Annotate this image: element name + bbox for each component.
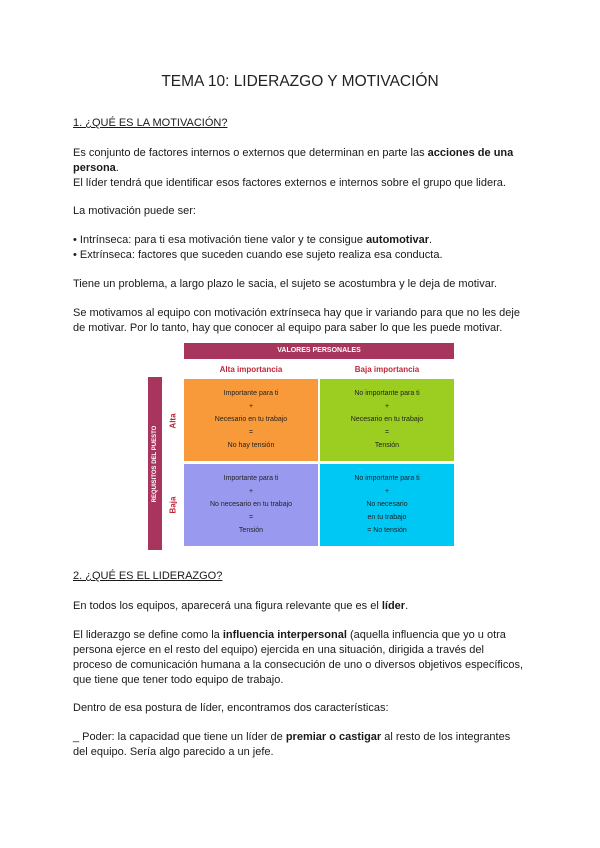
paragraph-characteristics-intro: Dentro de esa postura de líder, encontramos dos características: [73,702,389,714]
matrix-side-label: REQUISITOS DEL PUESTO [152,425,158,503]
page-title: TEMA 10: LIDERAZGO Y MOTIVACIÓN [161,73,439,90]
paragraph-leadership-definition: El liderazgo se define como la influencia interpersonal (aquella influencia que yo u otra persona ejerce en el resto del equipo) ejercida en una situación, dirigida a través del proceso de comunicación humana a la consecución de uno o diversos objetivos específicos, que tiene que tener todo equipo de trabajo. [73,629,524,686]
paragraph-poder: _ Poder: la capacidad que tiene un líder de premiar o castigar al resto de los integrantes del equipo. Sería algo parecido a un jefe. [73,731,511,758]
motivation-types-list [73,233,533,263]
matrix-cell-alta-alta: Importante para ti + Necesario en tu trabajo = No hay tensión [184,379,318,461]
matrix-col-alta: Alta importancia [219,365,283,374]
paragraph-definition: Es conjunto de factores internos o externos que determinan en parte las acciones de una persona. El líder tendrá que identificar esos factores externos e internos sobre el grupo que lidera. [73,147,514,189]
bullet-extrinseca: • Extrínseca: factores que suceden cuando ese sujeto realiza esa conducta. [73,249,443,261]
section-heading-motivacion: 1. ¿QUÉ ES LA MOTIVACIÓN? [73,117,228,129]
matrix-cell-alta-baja: No importante para ti + Necesario en tu trabajo = Tensión [320,379,454,461]
paragraph-extrinsic: Se motivamos al equipo con motivación extrínseca hay que ir variando para que no les deje de motivar. Por lo tanto, hay que conocer al equipo para saber lo que les puede motivar. [73,307,520,334]
matrix-side-bar [148,377,162,550]
values-requirements-matrix [148,343,454,550]
bullet-intrinseca: • Intrínseca: para ti esa motivación tiene valor y te consigue automotivar. [73,234,433,246]
matrix-row-baja: Baja [168,496,178,514]
paragraph-types-intro: La motivación puede ser: [73,205,196,217]
matrix-cell-baja-alta: Importante para ti + No necesario en tu trabajo = Tensión [184,464,318,546]
section-heading-liderazgo: 2. ¿QUÉ ES EL LIDERAZGO? [73,570,223,582]
matrix-cell-baja-baja: No importante para ti + No necesario en tu trabajo = No tensión [320,464,454,546]
paragraph-leader-figure: En todos los equipos, aparecerá una figura relevante que es el líder. [73,600,409,612]
matrix-row-alta: Alta [168,413,178,429]
matrix-col-baja: Baja importancia [354,365,420,374]
matrix-top-label: VALORES PERSONALES [184,343,454,359]
paragraph-problem: Tiene un problema, a largo plazo le sacia, el sujeto se acostumbra y le deja de motivar. [73,278,497,290]
